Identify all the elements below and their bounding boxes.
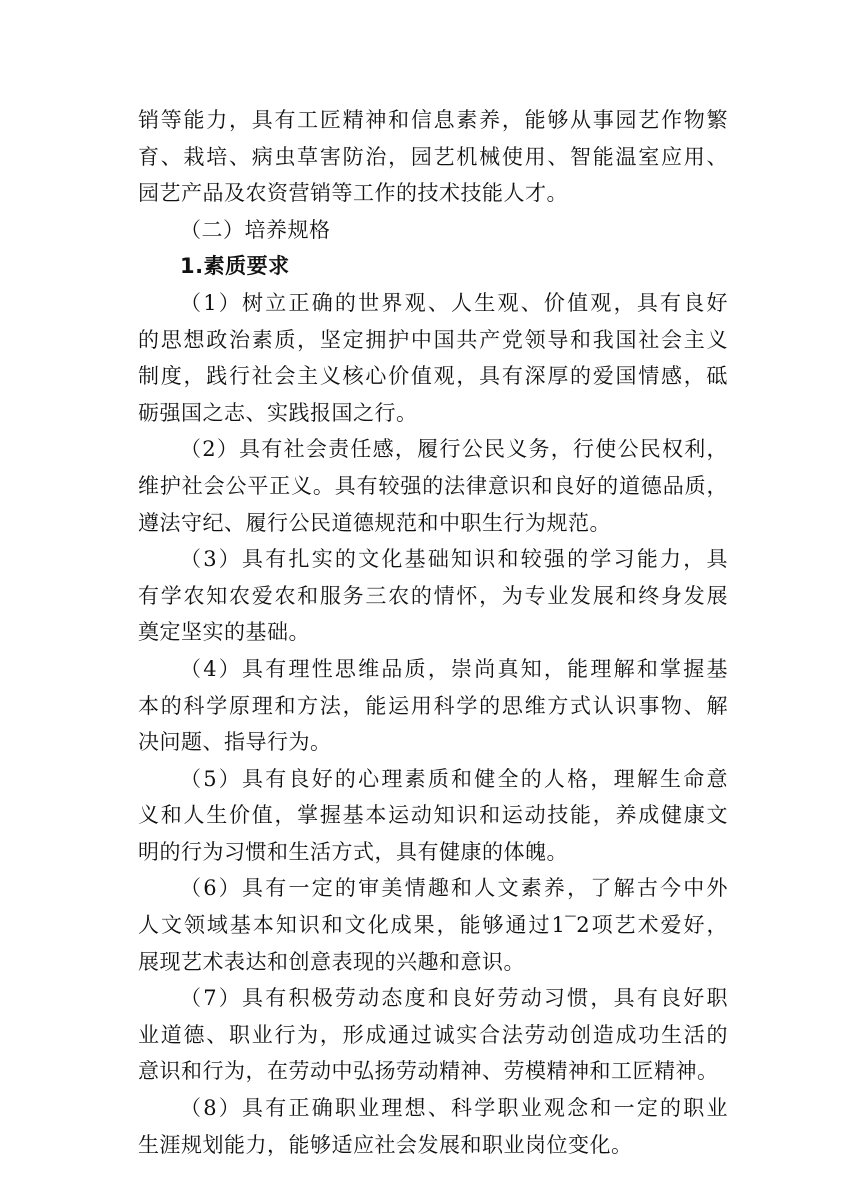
requirement-item-3 [138,541,728,651]
text-line: 的思想政治素质，坚定拥护中国共产党领导和我国社会主义 [138,327,728,352]
text-line: 育、栽培、病虫草害防治，园艺机械使用、智能温室应用、 [138,144,728,169]
text-line: （7）具有积极劳动态度和良好劳动习惯，具有良好职 [180,986,728,1011]
requirement-item-6 [138,870,728,980]
text-line: （8）具有正确职业理想、科学职业观念和一定的职业 [180,1096,728,1121]
text-line: 人文领域基本知识和文化成果，能够通过1‾2项艺术爱好， [138,913,728,938]
text-line: 有学农知农爱农和服务三农的情怀，为专业发展和终身发展 [138,583,728,608]
document-page [138,102,728,1163]
requirement-item-4 [138,651,728,761]
text-line: 业道德、职业行为，形成通过诚实合法劳动创造成功生活的 [138,1022,728,1047]
text-line: 展现艺术表达和创意表现的兴趣和意识。 [138,949,525,974]
text-line: 义和人生价值，掌握基本运动知识和运动技能，养成健康文 [138,803,728,828]
text-line: （4）具有理性思维品质，崇尚真知，能理解和掌握基 [180,656,728,681]
text-line: 意识和行为，在劳动中弘扬劳动精神、劳模精神和工匠精神。 [138,1059,719,1084]
text-line: （6）具有一定的审美情趣和人文素养，了解古今中外 [180,876,728,901]
text-line: 维护社会公平正义。具有较强的法律意识和良好的道德品质， [138,473,728,498]
text-line: 砺强国之志、实践报国之行。 [138,400,418,425]
text-line: 决问题、指导行为。 [138,730,332,755]
requirement-item-2 [138,431,728,541]
section-heading [138,212,728,249]
text-line: （2）具有社会责任感，履行公民义务，行使公民权利， [180,437,728,462]
text-line: （3）具有扎实的文化基础知识和较强的学习能力，具 [180,547,728,572]
text-line: （1）树立正确的世界观、人生观、价值观，具有良好 [180,290,728,315]
text-line: 本的科学原理和方法，能运用科学的思维方式认识事物、解 [138,693,728,718]
text-line: （5）具有良好的心理素质和健全的人格，理解生命意 [180,766,728,791]
text-line: 园艺产品及农资营销等工作的技术技能人才。 [138,181,568,206]
requirement-item-5 [138,761,728,871]
section-title: （二）培养规格 [180,217,331,242]
text-line: 遵法守纪、履行公民道德规范和中职生行为规范。 [138,510,611,535]
paragraph-intro-continuation [138,102,728,212]
text-line: 明的行为习惯和生活方式，具有健康的体魄。 [138,839,568,864]
requirement-item-1 [138,285,728,431]
text-line: 销等能力，具有工匠精神和信息素养，能够从事园艺作物繁 [138,108,728,132]
text-line: 生涯规划能力，能够适应社会发展和职业岗位变化。 [138,1132,633,1157]
requirement-item-7 [138,980,728,1090]
text-line: 制度，践行社会主义核心价值观，具有深厚的爱国情感，砥 [138,364,728,389]
subsection-heading [138,248,728,285]
text-line: 奠定坚实的基础。 [138,620,310,645]
requirement-item-8 [138,1090,728,1163]
subsection-title: 1.素质要求 [180,254,290,279]
